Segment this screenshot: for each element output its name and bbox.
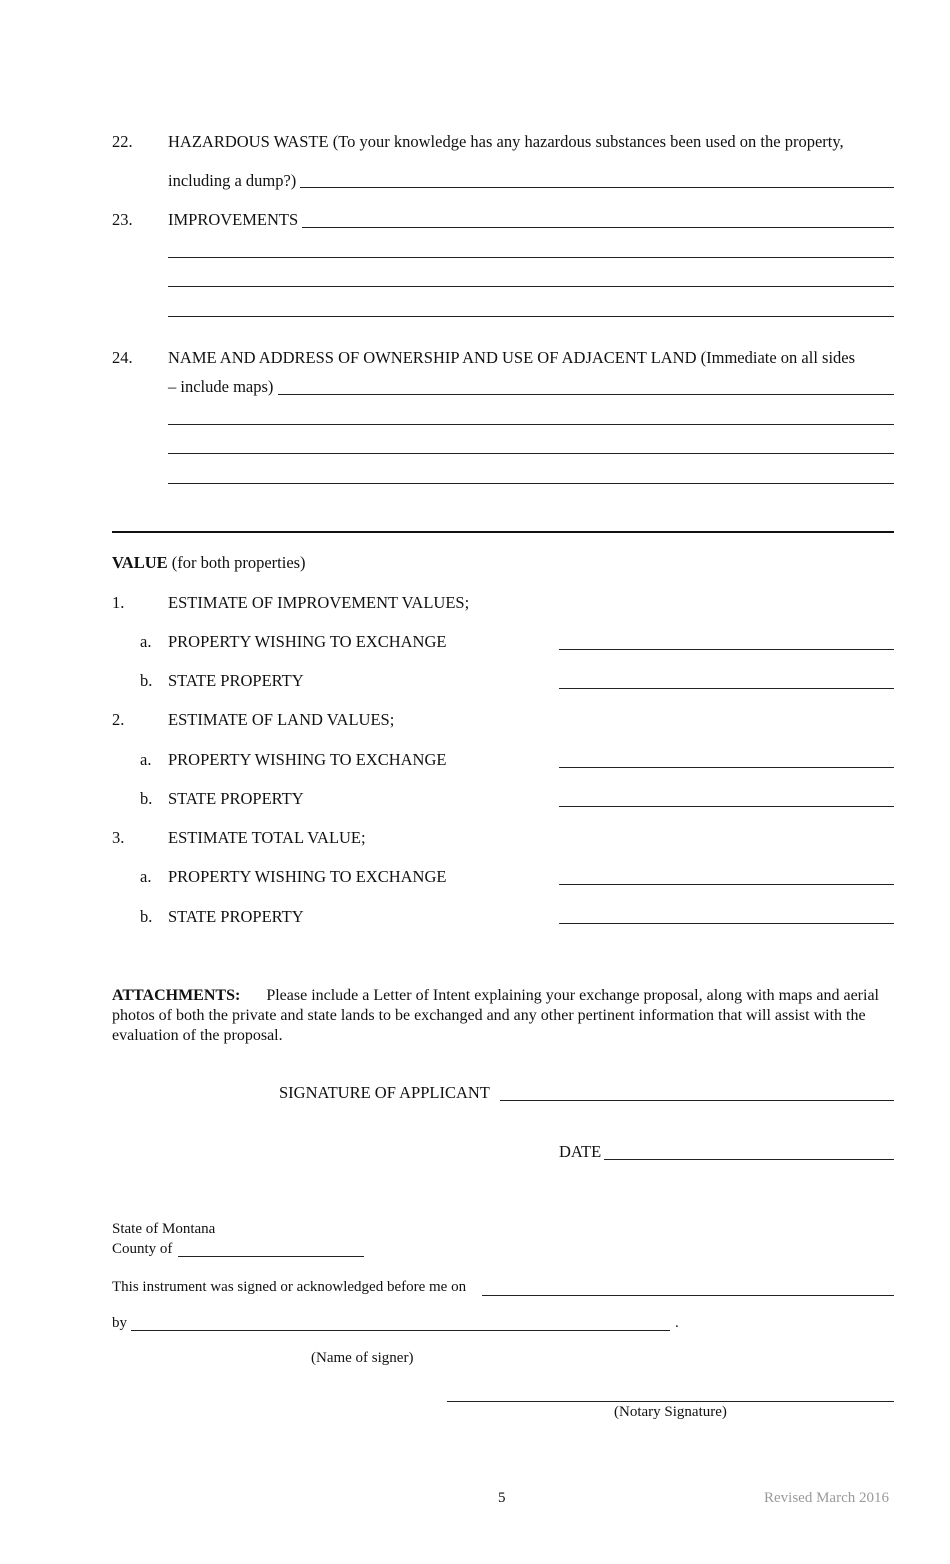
value-row-label: STATE PROPERTY [168,907,304,926]
adjacent-land-field-line-3[interactable] [168,453,894,454]
improvements-field-line-2[interactable] [168,257,894,258]
signature-field[interactable] [500,1100,894,1101]
name-of-signer-caption: (Name of signer) [311,1350,414,1366]
improvement-value-state-field[interactable] [559,688,894,689]
item-22-number: 22. [112,132,133,151]
attachments-text: Please include a Letter of Intent explaining your exchange proposal, along with maps and aerial photos of both the private and state lands to be exchanged and any other pertinent information that will assist with the evaluation of the proposal. [112,987,879,1044]
value-group-2-label: ESTIMATE OF LAND VALUES; [168,710,395,729]
value-row-letter: a. [140,632,152,651]
item-23-label: IMPROVEMENTS [168,210,299,229]
value-row-label: PROPERTY WISHING TO EXCHANGE [168,632,447,651]
value-heading [112,553,306,573]
item-24-question: NAME AND ADDRESS OF OWNERSHIP AND USE OF ADJACENT LAND (Immediate on all sides [168,348,856,367]
adjacent-land-field-line-2[interactable] [168,424,894,425]
notary-signature-field[interactable] [447,1401,894,1402]
county-field[interactable] [178,1256,364,1257]
improvement-value-exchange-field[interactable] [559,649,894,650]
value-group-3-number: 3. [112,828,125,847]
land-value-exchange-field[interactable] [559,767,894,768]
value-group-1-number: 1. [112,593,125,612]
item-22-question-cont: including a dump?) [168,171,297,190]
value-row-letter: b. [140,907,153,926]
acknowledged-date-field[interactable] [482,1295,894,1296]
signature-label: SIGNATURE OF APPLICANT [279,1083,490,1102]
item-23-number: 23. [112,210,133,229]
by-label: by [112,1315,127,1331]
value-row-label: STATE PROPERTY [168,671,304,690]
value-group-3-label: ESTIMATE TOTAL VALUE; [168,828,366,847]
value-row-letter: a. [140,867,152,886]
item-24-number: 24. [112,348,133,367]
item-24-question-cont: – include maps) [168,377,274,396]
section-divider [112,531,894,533]
attachments-heading: ATTACHMENTS: [112,987,241,1004]
value-row-letter: a. [140,750,152,769]
value-heading-bold: VALUE [112,553,168,572]
total-value-state-field[interactable] [559,923,894,924]
total-value-exchange-field[interactable] [559,884,894,885]
notary-county-label: County of [112,1241,173,1257]
signer-name-field[interactable] [131,1330,670,1331]
item-22-question: HAZARDOUS WASTE (To your knowledge has any hazardous substances been used on the property, [168,132,844,151]
value-row-label: PROPERTY WISHING TO EXCHANGE [168,867,447,886]
date-label: DATE [559,1142,602,1161]
value-group-2-number: 2. [112,710,125,729]
value-heading-note: (for both properties) [171,553,306,572]
revision-date: Revised March 2016 [764,1490,889,1506]
acknowledged-text: This instrument was signed or acknowledged before me on [112,1279,467,1295]
notary-signature-caption: (Notary Signature) [614,1404,727,1420]
by-period: . [675,1315,679,1331]
value-row-label: STATE PROPERTY [168,789,304,808]
value-row-label: PROPERTY WISHING TO EXCHANGE [168,750,447,769]
date-field[interactable] [604,1159,894,1160]
improvements-field-line-3[interactable] [168,286,894,287]
adjacent-land-field-line-4[interactable] [168,483,894,484]
notary-state: State of Montana [112,1221,216,1237]
hazardous-waste-field[interactable] [300,187,894,188]
value-row-letter: b. [140,789,153,808]
adjacent-land-field-line-1[interactable] [278,394,894,395]
attachments-paragraph [112,986,896,1046]
improvements-field-line-4[interactable] [168,316,894,317]
value-group-1-label: ESTIMATE OF IMPROVEMENT VALUES; [168,593,470,612]
land-value-state-field[interactable] [559,806,894,807]
improvements-field-line-1[interactable] [302,227,894,228]
value-row-letter: b. [140,671,153,690]
page-number: 5 [498,1490,506,1506]
